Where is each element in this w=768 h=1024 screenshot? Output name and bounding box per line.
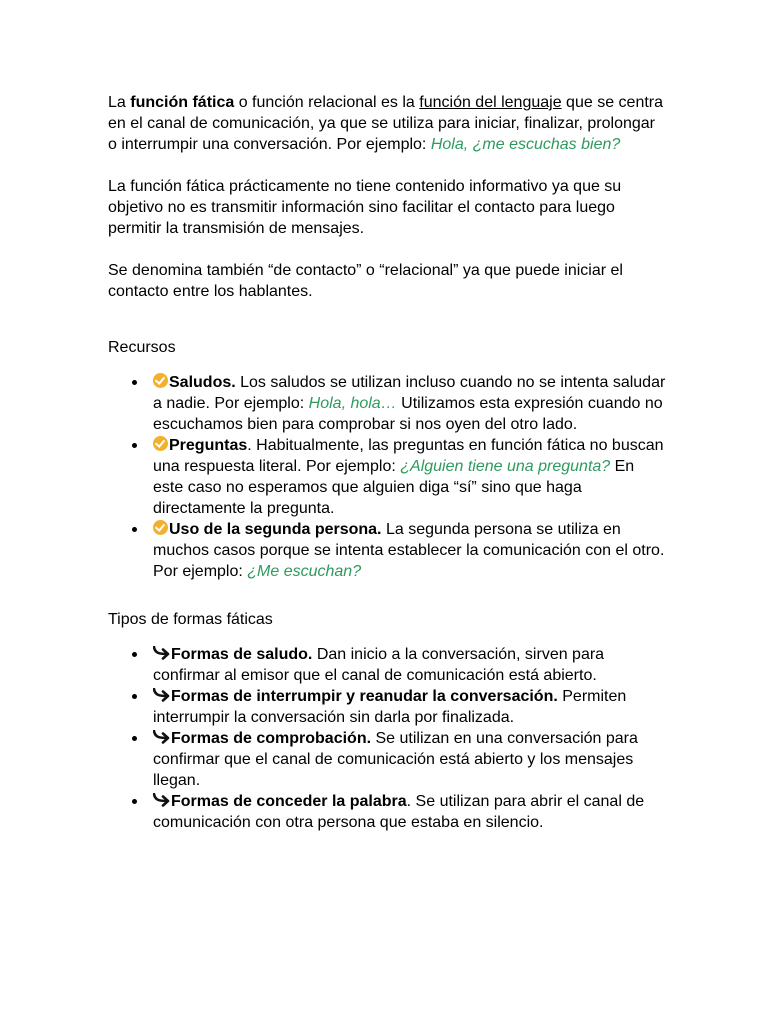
list-item xyxy=(153,686,668,728)
funcion-del-lenguaje-link[interactable]: función del lenguaje xyxy=(419,94,562,111)
list-item xyxy=(153,728,668,791)
list-item xyxy=(153,644,668,686)
hook-arrow-icon xyxy=(153,793,171,807)
intro-paragraph-2: La función fática prácticamente no tiene contenido informativo ya que su objetivo no es transmitir información sino facilitar el contacto para luego permitir la transmisión de mensajes. xyxy=(108,178,622,237)
item-text: . Se utilizan para abrir el canal de comunicación con otra persona que estaba en silencio. xyxy=(153,793,645,831)
check-circle-icon xyxy=(153,373,168,388)
list-item xyxy=(153,372,668,435)
tipos-heading: Tipos de formas fáticas xyxy=(108,611,273,628)
hook-arrow-icon xyxy=(153,730,171,744)
intro-p1-mid: o función relacional es la xyxy=(234,94,420,111)
intro-p1-post: que se centra en el canal de comunicación, ya que se utiliza para iniciar, finalizar, prolongar o interrumpir una conversación. Por ejemplo: xyxy=(108,94,664,153)
item-title: Preguntas xyxy=(169,437,248,454)
item-title: Formas de conceder la palabra xyxy=(171,793,407,810)
item-example: ¿Me escuchan? xyxy=(247,563,362,580)
term-funcion-fatica: función fática xyxy=(130,94,235,111)
item-title: Formas de comprobación. xyxy=(171,730,372,747)
hook-arrow-icon xyxy=(153,688,171,702)
item-text: Se utilizan en una conversación para confirmar que el canal de comunicación está abierto y los mensajes llegan. xyxy=(153,730,638,789)
intro-example: Hola, ¿me escuchas bien? xyxy=(430,136,621,153)
list-item xyxy=(153,791,668,833)
check-circle-icon xyxy=(153,436,168,451)
item-title: Uso de la segunda persona. xyxy=(169,521,382,538)
check-circle-icon xyxy=(153,520,168,535)
item-text-2: Utilizamos esta expresión cuando no escuchamos bien para comprobar si nos oyen del otro lado. xyxy=(153,395,663,433)
recursos-list xyxy=(108,372,668,582)
item-text: Permiten interrumpir la conversación sin darla por finalizada. xyxy=(153,688,627,726)
list-item xyxy=(153,435,668,519)
intro-paragraph-3: Se denomina también “de contacto” o “relacional” ya que puede iniciar el contacto entre los hablantes. xyxy=(108,262,623,300)
intro-p1-pre: La xyxy=(108,94,131,111)
item-text-2: En este caso no esperamos que alguien diga “sí” sino que haga directamente la pregunta. xyxy=(153,458,635,517)
item-text: . Habitualmente, las preguntas en función fática no buscan una respuesta literal. Por ejemplo: xyxy=(153,437,664,475)
intro-paragraph-1 xyxy=(108,92,668,155)
tipos-list xyxy=(108,644,668,833)
item-title: Saludos. xyxy=(169,374,236,391)
item-title: Formas de interrumpir y reanudar la conversación. xyxy=(171,688,558,705)
item-text: La segunda persona se utiliza en muchos casos porque se intenta establecer la comunicación con el otro. Por ejemplo: xyxy=(153,521,665,580)
item-example: ¿Alguien tiene una pregunta? xyxy=(400,458,611,475)
item-text: Los saludos se utilizan incluso cuando no se intenta saludar a nadie. Por ejemplo: xyxy=(153,374,666,412)
list-item xyxy=(153,519,668,582)
document-page xyxy=(108,92,668,833)
item-title: Formas de saludo. xyxy=(171,646,313,663)
hook-arrow-icon xyxy=(153,646,171,660)
recursos-heading: Recursos xyxy=(108,339,176,356)
item-example: Hola, hola… xyxy=(308,395,397,412)
item-text: Dan inicio a la conversación, sirven para confirmar al emisor que el canal de comunicación está abierto. xyxy=(153,646,605,684)
